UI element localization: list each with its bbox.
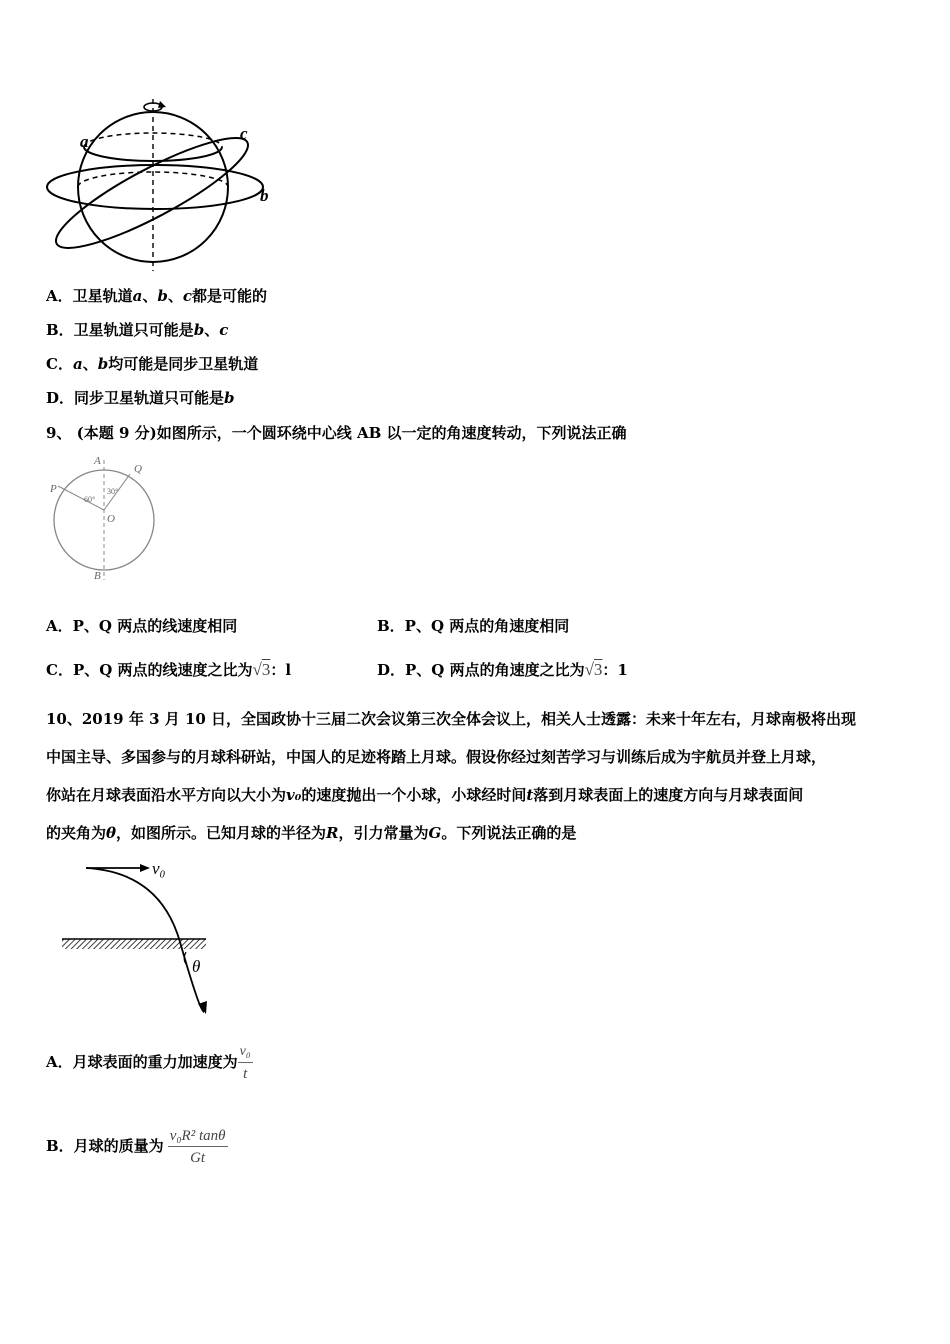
text: ，引力常量为 xyxy=(338,824,429,842)
q8-option-c xyxy=(46,354,258,374)
q8-option-c-suffix: 均可能是同步卫星轨道 xyxy=(108,355,259,373)
sep: 、 xyxy=(142,287,158,305)
rotation-arrowhead-icon xyxy=(158,101,166,108)
var-b: b xyxy=(97,355,109,373)
label-b: b xyxy=(260,186,269,205)
label-O: O xyxy=(107,513,115,525)
q8-option-d xyxy=(46,388,235,408)
q8-option-b xyxy=(46,320,228,340)
fraction-v0-t xyxy=(238,1042,253,1085)
orbit-b xyxy=(47,165,263,209)
q8-option-a-prefix: A．卫星轨道 xyxy=(46,287,133,305)
text: 的速度抛出一个小球，小球经时间 xyxy=(301,786,527,804)
q9-option-a: A．P、Q 两点的线速度相同 xyxy=(46,617,238,635)
v0-label: v₀ xyxy=(152,859,166,878)
q10-line3 xyxy=(46,776,916,814)
q9-option-b: B．P、Q 两点的角速度相同 xyxy=(377,617,570,635)
sqrt-value: 3 xyxy=(261,660,271,679)
q9-option-c xyxy=(46,660,291,680)
q8-option-c-prefix: C． xyxy=(46,355,73,373)
projectile-figure xyxy=(60,852,240,1022)
q8-option-b-prefix: B．卫星轨道只可能是 xyxy=(46,321,194,339)
radius-op xyxy=(58,486,104,510)
q8-option-a-suffix: 都是可能的 xyxy=(192,287,268,305)
text: 的夹角为 xyxy=(46,824,107,842)
angle-60: 60° xyxy=(84,495,96,504)
fraction-numerator: v₀R² tanθ xyxy=(168,1126,228,1147)
var-a: a xyxy=(132,287,143,305)
var-c: c xyxy=(182,287,193,305)
fraction-mass xyxy=(168,1126,228,1169)
fraction-numerator: v₀ xyxy=(238,1042,253,1063)
text: 。下列说法正确的是 xyxy=(441,824,577,842)
var-a: a xyxy=(72,355,83,373)
label-A: A xyxy=(94,455,101,467)
q10-option-b-prefix: B．月球的质量为 xyxy=(46,1137,164,1155)
q10-option-b xyxy=(46,1124,228,1169)
q8-option-a xyxy=(46,286,267,306)
fraction-denominator: t xyxy=(243,1065,248,1082)
q9-stem: 9、 (本题 9 分)如图所示，一个圆环绕中心线 AB 以一定的角速度转动，下列说法正确 xyxy=(46,424,627,442)
ground-hatch xyxy=(62,939,206,949)
var-G: G xyxy=(428,824,442,842)
sphere-outline xyxy=(78,112,228,262)
q9-option-d xyxy=(377,660,628,680)
q8-option-d-prefix: D．同步卫星轨道只可能是 xyxy=(46,389,225,407)
q10-option-a-prefix: A．月球表面的重力加速度为 xyxy=(46,1053,238,1071)
label-c: c xyxy=(240,124,248,143)
q9-option-d-prefix: D．P、Q 两点的角速度之比为 xyxy=(377,661,585,679)
v0-arrowhead-icon xyxy=(140,864,150,872)
label-P: P xyxy=(50,483,57,495)
q10-line4 xyxy=(46,814,916,852)
theta-label: θ xyxy=(192,957,201,976)
var-v0: v₀ xyxy=(286,786,302,804)
q9-option-c-suffix: ：l xyxy=(270,661,292,679)
q10-option-a xyxy=(46,1040,253,1085)
text: ，如图所示。已知月球的半径为 xyxy=(116,824,327,842)
label-Q: Q xyxy=(134,463,142,475)
sqrt3-c: √3 xyxy=(252,660,271,679)
var-b: b xyxy=(157,287,168,305)
sep: 、 xyxy=(204,321,220,339)
sphere-orbits-figure xyxy=(40,95,290,275)
label-a: a xyxy=(80,132,89,151)
angle-30: 30° xyxy=(107,487,119,496)
ring-figure xyxy=(44,452,164,586)
var-R: R xyxy=(326,824,339,842)
q10-line2: 中国主导、多国参与的月球科研站，中国人的足迹将踏上月球。假设你经过刻苦学习与训练后成为宇航员并登上月球， xyxy=(46,748,827,766)
var-c: c xyxy=(219,321,229,339)
fraction-denominator: Gt xyxy=(190,1149,206,1166)
var-t: t xyxy=(526,786,534,804)
text: 你站在月球表面沿水平方向以大小为 xyxy=(46,786,287,804)
text: 落到月球表面上的速度方向与月球表面间 xyxy=(533,786,804,804)
q9-option-d-suffix: ：1 xyxy=(602,661,628,679)
sqrt-value: 3 xyxy=(593,660,603,679)
var-b: b xyxy=(193,321,205,339)
sep: 、 xyxy=(167,287,183,305)
q10-line1: 10、2019 年 3 月 10 日，全国政协十三届二次会议第三次全体会议上，相关人士透露：未来十年左右，月球南极将出现 xyxy=(46,710,857,728)
var-b: b xyxy=(224,389,235,407)
label-B: B xyxy=(94,570,101,582)
q9-option-c-prefix: C．P、Q 两点的线速度之比为 xyxy=(46,661,253,679)
var-theta: θ xyxy=(106,824,117,842)
sqrt3-d: √3 xyxy=(584,660,603,679)
q10-stem xyxy=(46,700,916,852)
sep: 、 xyxy=(82,355,98,373)
